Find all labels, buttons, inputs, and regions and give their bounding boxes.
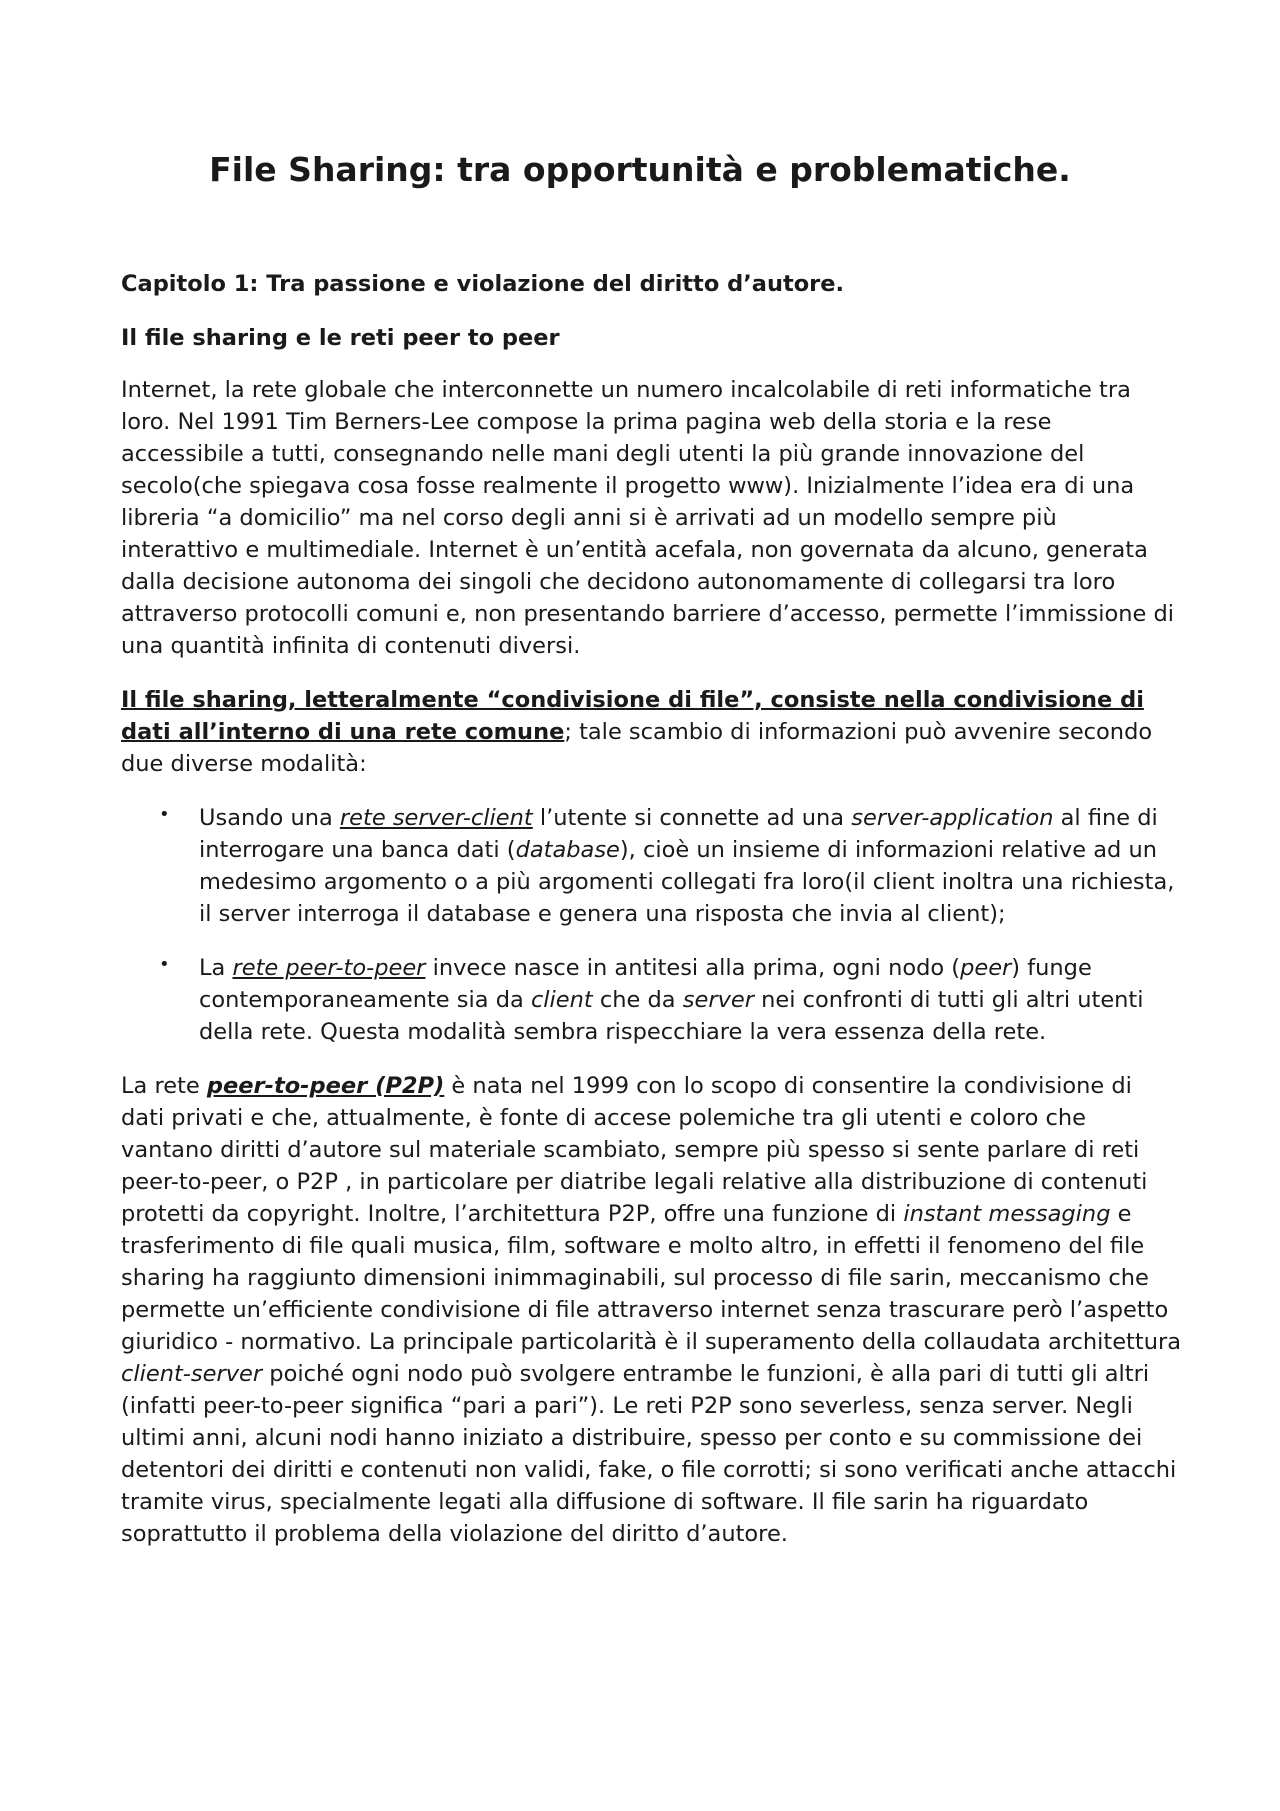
term-peer-to-peer: rete peer-to-peer — [232, 955, 426, 981]
list-text: che da — [592, 987, 683, 1013]
term-server-application: server-application — [851, 805, 1054, 831]
p2p-text: La rete — [121, 1073, 207, 1099]
section-heading: Il file sharing e le reti peer to peer — [121, 325, 560, 351]
term-p2p: peer-to-peer (P2P) — [206, 1073, 445, 1099]
paragraph-intro: Internet, la rete globale che interconnette un numero incalcolabile di reti informatiche tra loro. Nel 1991 Tim Berners-Lee compose la prima pagina web della storia e la rese accessibile a tutti, consegnando nelle mani degli utenti la più grande innovazione del secolo(che spiegava cosa fosse realmente il progetto www). Inizialmente l’idea era di una libreria “a domicilio” ma nel corso degli anni si è arrivati ad un modello sempre più interattivo e multimediale. Internet è un’entità acefala, non governata da alcuno, generata dalla decisione autonoma dei singoli che decidono autonomamente di collegarsi tra loro attraverso protocolli comuni e, non presentando barriere d’accesso, permette l’immissione di una quantità infinita di contenuti diversi. — [121, 377, 1175, 659]
list-text: al fine di interrogare una banca dati ( — [199, 805, 1158, 863]
list-text: ) funge contemporaneamente sia da — [199, 955, 1092, 1013]
page-title: File Sharing: tra opportunità e problematiche. — [209, 150, 1071, 189]
list-text: ), cioè un insieme di informazioni relative ad un medesimo argomento o a più argomenti collegati fra loro(il client inoltra una richiesta, il server interroga il database e genera una risposta che invia al client); — [199, 837, 1175, 927]
bullet-icon: • — [159, 804, 170, 825]
bullet-icon: • — [159, 954, 170, 975]
list-item-peer-to-peer — [159, 952, 1181, 1048]
list-text: l’utente si connette ad una — [532, 805, 852, 831]
modality-list — [121, 802, 1181, 1048]
term-server-client: rete server-client — [339, 805, 533, 831]
term-peer: peer — [960, 955, 1012, 981]
list-text: nei confronti di tutti gli altri utenti della rete. Questa modalità sembra rispecchiare la vera essenza della rete. — [199, 987, 1144, 1045]
list-text: La — [199, 955, 233, 981]
list-text: Usando una — [199, 805, 340, 831]
definition-rest: ; tale scambio di informazioni può avvenire secondo due diverse modalità: — [121, 719, 1153, 777]
term-client-server: client-server — [121, 1361, 263, 1387]
p2p-text: poiché ogni nodo può svolgere entrambe le funzioni, è alla pari di tutti gli altri (infatti peer-to-peer significa “pari a pari”). Le reti P2P sono severless, senza server. Negli ultimi anni, alcuni nodi hanno iniziato a distribuire, spesso per conto e su commissione dei detentori dei diritti e contenuti non validi, fake, o file corrotti; si sono verificati anche attacchi tramite virus, specialmente legati alla diffusione di software. Il file sarin ha riguardato soprattutto il problema della violazione del diritto d’autore. — [121, 1361, 1177, 1547]
list-text: invece nasce in antitesi alla prima, ogni nodo ( — [425, 955, 961, 981]
document-body — [121, 268, 1181, 1572]
p2p-text: e trasferimento di file quali musica, film, software e molto altro, in effetti il fenomeno del file sharing ha raggiunto dimensioni inimmaginabili, sul processo di file sarin, meccanismo che permette un’efficiente condivisione di file attraverso internet senza trascurare però l’aspetto giuridico - normativo. La principale particolarità è il superamento della collaudata architettura — [121, 1201, 1182, 1355]
paragraph-definition — [121, 684, 1181, 780]
term-server: server — [682, 987, 754, 1013]
paragraph-p2p — [121, 1070, 1181, 1550]
term-instant-messaging: instant messaging — [903, 1201, 1111, 1227]
list-item-server-client — [159, 802, 1181, 930]
chapter-heading: Capitolo 1: Tra passione e violazione del diritto d’autore. — [121, 271, 845, 297]
definition-emphasis: Il file sharing, letteralmente “condivisione di file”, consiste nella condivisione di dati all’interno di una rete comune — [121, 687, 1144, 745]
term-database: database — [515, 837, 620, 863]
term-client: client — [530, 987, 593, 1013]
p2p-text: è nata nel 1999 con lo scopo di consentire la condivisione di dati privati e che, attualmente, è fonte di accese polemiche tra gli utenti e coloro che vantano diritti d’autore sul materiale scambiato, sempre più spesso si sente parlare di reti peer-to-peer, o P2P , in particolare per diatribe legali relative alla distribuzione di contenuti protetti da copyright. Inoltre, l’architettura P2P, offre una funzione di — [121, 1073, 1148, 1227]
